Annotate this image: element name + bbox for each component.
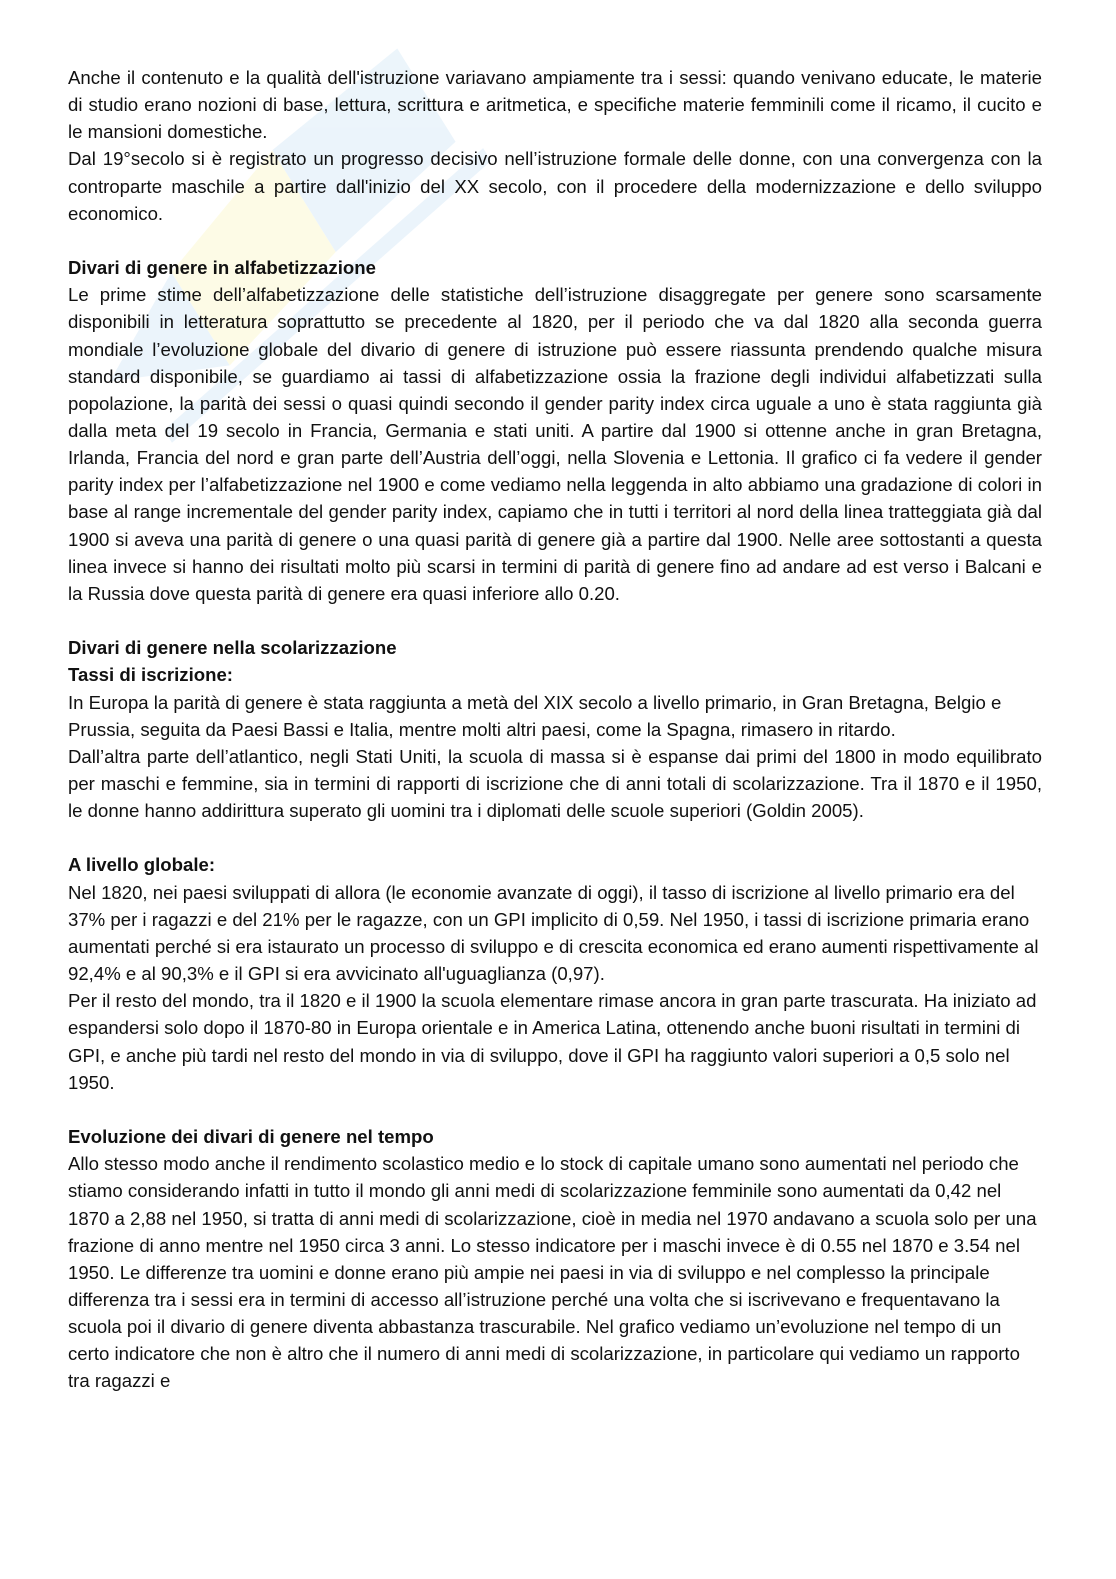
global-paragraph-1: Nel 1820, nei paesi sviluppati di allora (le economie avanzate di oggi), il tasso di iscrizione al livello primario era del 37% per i ragazzi e del 21% per le ragazze, con un GPI implicito di 0,59. Nel 1950, i tassi di iscrizione primaria erano aumentati perché si era istaurato un processo di sviluppo e di crescita economica ed erano aumenti rispettivamente al 92,4% e al 90,3% e il GPI si era avvicinato all'uguaglianza (0,97). <box>68 881 1039 985</box>
schooling-paragraph-2: Dall’altra parte dell’atlantico, negli Stati Uniti, la scuola di massa si è espanse dai primi del 1800 in modo equilibrato per maschi e femmine, sia in termini di rapporti di iscrizione che di anni totali di scolarizzazione. Tra il 1870 e il 1950, le donne hanno addirittura superato gli uomini tra i diplomati delle scuole superiori (Goldin 2005). <box>68 745 1042 822</box>
literacy-paragraph: Le prime stime dell’alfabetizzazione delle statistiche dell’istruzione disaggregate per genere sono scarsamente disponibili in letteratura soprattutto se precedente al 1820, per il periodo che va dal 1820 alla seconda guerra mondiale l’evoluzione globale del divario di genere di istruzione può essere riassunta prendendo qualche misura standard disponibile, se guardiamo ai tassi di alfabetizzazione ossia la frazione degli individui alfabetizzati sulla popolazione, la parità dei sessi o quasi quindi secondo il gender parity index circa uguale a uno è stata raggiunta già dalla meta del 19 secolo in Francia, Germania e stati uniti. A partire dal 1900 si ottenne anche in gran Bretagna, Irlanda, Francia del nord e gran parte dell’Austria dell’oggi, nella Slovenia e Lettonia. Il grafico ci fa vedere il gender parity index per l’alfabetizzazione nel 1900 e come vediamo nella leggenda in alto abbiamo una gradazione di colori in base al range incrementale del gender parity index, capiamo che in tutti i territori al nord della linea tratteggiata già dal 1900 si aveva una parità di genere o una quasi parità di genere già a partire dal 1900. Nelle aree sottostanti a questa linea invece si hanno dei risultati molto più scarsi in termini di parità di genere fino ad andare ad est verso i Balcani e la Russia dove questa parità di genere era quasi inferiore allo 0.20. <box>68 284 1042 604</box>
evolution-paragraph: Allo stesso modo anche il rendimento scolastico medio e lo stock di capitale umano sono aumentati nel periodo che stiamo considerando infatti in tutto il mondo gli anni medi di scolarizzazione femminile sono aumentati da 0,42 nel 1870 a 2,88 nel 1950, si tratta di anni medi di scolarizzazione, cioè in media nel 1970 andavano a scuola solo per una frazione di anno mentre nel 1950 circa 3 anni. Lo stesso indicatore per i maschi invece è di 0.55 nel 1870 e 3.54 nel 1950. Le differenze tra uomini e donne erano più ampie nei paesi in via di sviluppo e nel complesso la principale differenza tra i sessi era in termini di accesso all’istruzione perché una volta che si iscrivevano e frequentavano la scuola poi il divario di genere diventa abbastanza trascurabile. Nel grafico vediamo un’evoluzione nel tempo di un certo indicatore che non è altro che il numero di anni medi di scolarizzazione, in particolare qui vediamo un rapporto tra ragazzi e <box>68 1153 1037 1392</box>
document-page <box>68 64 1042 1395</box>
intro-paragraph-2: Dal 19°secolo si è registrato un progresso decisivo nell’istruzione formale delle donne, con una convergenza con la controparte maschile a partire dall'inizio del XX secolo, con il procedere della modernizzazione e dello sviluppo economico. <box>68 148 1042 224</box>
subheading-enrollment: Tassi di iscrizione: <box>68 664 233 686</box>
schooling-paragraph-1: In Europa la parità di genere è stata raggiunta a metà del XIX secolo a livello primario, in Gran Bretagna, Belgio e Prussia, seguita da Paesi Bassi e Italia, mentre molti altri paesi, come la Spagna, rimasero in ritardo. <box>68 691 1002 740</box>
heading-schooling: Divari di genere nella scolarizzazione <box>68 637 397 659</box>
intro-paragraph-1: Anche il contenuto e la qualità dell'istruzione variavano ampiamente tra i sessi: quando venivano educate, le materie di studio erano nozioni di base, lettura, scrittura e aritmetica, e specifiche materie femminili come il ricamo, il cucito e le mansioni domestiche. <box>68 67 1042 143</box>
heading-global: A livello globale: <box>68 854 216 876</box>
heading-literacy: Divari di genere in alfabetizzazione <box>68 257 376 279</box>
global-paragraph-2: Per il resto del mondo, tra il 1820 e il 1900 la scuola elementare rimase ancora in gran parte trascurata. Ha iniziato ad espandersi solo dopo il 1870-80 in Europa orientale e in America Latina, ottenendo anche buoni risultati in termini di GPI, e anche più tardi nel resto del mondo in via di sviluppo, dove il GPI ha raggiunto valori superiori a 0,5 solo nel 1950. <box>68 990 1037 1093</box>
heading-evolution: Evoluzione dei divari di genere nel tempo <box>68 1126 434 1148</box>
